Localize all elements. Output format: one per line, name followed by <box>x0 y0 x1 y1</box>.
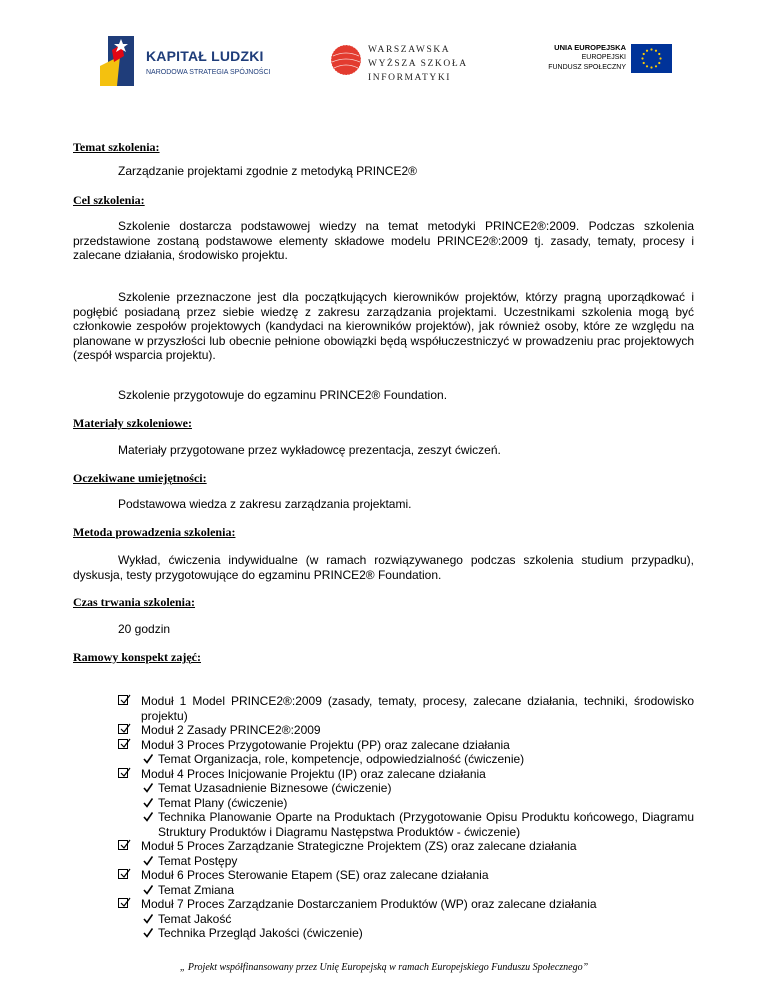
eu-star-icon <box>650 66 652 68</box>
checkmark-icon <box>143 811 153 822</box>
metoda-heading: Metoda prowadzenia szkolenia: <box>73 525 236 539</box>
kapital-ludzki-logo <box>100 36 270 86</box>
checkmark-icon <box>143 753 153 764</box>
module-subitem-label: Temat Zmiana <box>158 882 235 897</box>
module-list <box>118 694 694 941</box>
module-label: Moduł 2 Zasady PRINCE2®:2009 <box>141 723 321 737</box>
checkbox-checked-icon <box>118 695 128 705</box>
eu-star-icon <box>646 50 648 52</box>
checkmark-icon <box>143 855 153 866</box>
module-item <box>118 723 694 738</box>
eu-star-icon <box>655 50 657 52</box>
module-subitem-label: Temat Postępy <box>158 853 238 868</box>
eu-line-1: UNIA EUROPEJSKA <box>554 43 626 52</box>
module-label: Moduł 5 Proces Zarządzanie Strategiczne Projektem (ZS) oraz zalecane działania <box>141 839 577 853</box>
module-item <box>118 868 694 883</box>
module-subitem-label: Temat Uzasadnienie Biznesowe (ćwiczenie) <box>158 781 392 795</box>
module-subitem <box>118 854 694 869</box>
footer-note: „ Projekt współfinansowany przez Unię Europejską w ramach Europejskiego Funduszu Społecznego” <box>179 962 589 973</box>
module-subitem <box>118 796 694 811</box>
cel-paragraph-1: Szkolenie dostarcza podstawowej wiedzy na temat metodyki PRINCE2®:2009. Podczas szkolenia przedstawione zostaną podstawowe elementy składowe modelu PRINCE2®:2009 tj. zasady, tematy, procesy i zalecane działania, środowisko projektu. <box>73 219 694 262</box>
czas-text: 20 godzin <box>118 622 171 636</box>
module-subitem <box>118 883 694 898</box>
kapital-ludzki-subtitle: NARODOWA STRATEGIA SPÓJNOŚCI <box>146 69 271 76</box>
module-subitem <box>118 912 694 927</box>
module-item <box>118 738 694 753</box>
module-subitem <box>118 781 694 796</box>
module-label: Moduł 3 Proces Przygotowanie Projektu (PP) oraz zalecane działania <box>141 737 510 752</box>
checkbox-checked-icon <box>118 869 128 879</box>
checkmark-icon <box>143 884 153 895</box>
eu-star-icon <box>643 62 645 64</box>
eu-star-icon <box>641 57 643 59</box>
eu-text <box>543 43 626 73</box>
checkbox-checked-icon <box>118 724 128 734</box>
eu-star-icon <box>658 53 660 55</box>
kapital-ludzki-star-icon <box>100 36 136 86</box>
metoda-text: Wykład, ćwiczenia indywidualne (w ramach rozwiązywanego podczas szkolenia studium przypadku), dyskusja, testy przygotowujące do egzaminu PRINCE2® Foundation. <box>73 553 694 582</box>
eu-flag-icon <box>631 44 672 73</box>
eu-logo <box>543 43 678 93</box>
eu-line-2: EUROPEJSKI <box>581 54 626 61</box>
cel-paragraph-3: Szkolenie przygotowuje do egzaminu PRINCE2® Foundation. <box>118 388 448 402</box>
checkbox-checked-icon <box>118 768 128 778</box>
checkmark-icon <box>143 782 153 793</box>
eu-star-icon <box>659 57 661 59</box>
module-subitem <box>118 926 694 941</box>
checkbox-checked-icon <box>118 739 128 749</box>
umiejetnosci-heading: Oczekiwane umiejętności: <box>73 471 207 485</box>
module-item <box>118 767 694 782</box>
wwsi-line-3: INFORMATYKI <box>368 73 452 83</box>
module-label: Moduł 7 Proces Zarządzanie Dostarczaniem Produktów (WP) oraz zalecane działania <box>141 897 597 911</box>
module-label: Moduł 4 Proces Inicjowanie Projektu (IP) oraz zalecane działania <box>141 766 486 781</box>
materialy-text: Materiały przygotowane przez wykładowcę prezentacja, zeszyt ćwiczeń. <box>118 443 501 457</box>
page-header <box>0 30 768 90</box>
checkbox-checked-icon <box>118 840 128 850</box>
wwsi-name <box>368 43 468 85</box>
cel-paragraph-2: Szkolenie przeznaczone jest dla początkujących kierowników projektów, którzy pragną uporządkować i pogłębić posiadaną przez siebie wiedzę z zakresu zarządzania projektami. Uczestnikami szkolenia mogą być członkowie zespołów projektowych (kandydaci na kierowników projektów), jak również osoby, które ze względu na planowane w przyszłości lub obecnie pełnione obowiązki będą współuczestniczyć w prowadzeniu prac projektowych (zespół wsparcia projektu). <box>73 290 694 362</box>
konspekt-heading: Ramowy konspekt zajęć: <box>73 650 201 664</box>
module-subitem-label: Temat Organizacja, role, kompetencje, odpowiedzialność (ćwiczenie) <box>158 752 525 766</box>
checkmark-icon <box>143 797 153 808</box>
wwsi-line-2: WYŻSZA SZKOŁA <box>368 59 468 69</box>
materialy-heading: Materiały szkoleniowe: <box>73 416 192 430</box>
module-label: Moduł 1 Model PRINCE2®:2009 (zasady, tematy, procesy, zalecane działania, techniki, środowisko projektu) <box>141 694 694 723</box>
eu-star-icon <box>650 48 652 50</box>
eu-line-3: FUNDUSZ SPOŁECZNY <box>548 64 626 71</box>
module-item <box>118 897 694 912</box>
eu-star-icon <box>655 65 657 67</box>
module-label: Moduł 6 Proces Sterowanie Etapem (SE) oraz zalecane działania <box>141 868 489 882</box>
module-subitem-label: Technika Przegląd Jakości (ćwiczenie) <box>158 926 363 940</box>
kapital-ludzki-title: KAPITAŁ LUDZKI <box>146 48 264 64</box>
checkmark-icon <box>143 913 153 924</box>
module-subitem <box>118 752 694 767</box>
wwsi-sphere-icon <box>330 44 362 76</box>
umiejetnosci-text: Podstawowa wiedza z zakresu zarządzania projektami. <box>118 497 412 511</box>
module-subitem <box>118 810 694 839</box>
eu-star-icon <box>643 53 645 55</box>
module-item <box>118 694 694 723</box>
module-item <box>118 839 694 854</box>
cel-heading: Cel szkolenia: <box>73 193 145 207</box>
checkbox-checked-icon <box>118 898 128 908</box>
wwsi-line-1: WARSZAWSKA <box>368 45 451 55</box>
wwsi-logo <box>328 40 468 88</box>
checkmark-icon <box>143 927 153 938</box>
eu-star-icon <box>646 65 648 67</box>
temat-text: Zarządzanie projektami zgodnie z metodyką PRINCE2® <box>118 164 417 178</box>
module-subitem-label: Temat Jakość <box>158 911 232 926</box>
module-subitem-label: Technika Planowanie Oparte na Produktach (Przygotowanie Opisu Produktu końcowego, Diagramu Struktury Produktów i Diagramu Następstwa Produktów - ćwiczenie) <box>158 810 694 839</box>
eu-star-icon <box>658 62 660 64</box>
czas-heading: Czas trwania szkolenia: <box>73 595 195 609</box>
temat-heading: Temat szkolenia: <box>73 140 160 154</box>
module-subitem-label: Temat Plany (ćwiczenie) <box>158 795 288 810</box>
